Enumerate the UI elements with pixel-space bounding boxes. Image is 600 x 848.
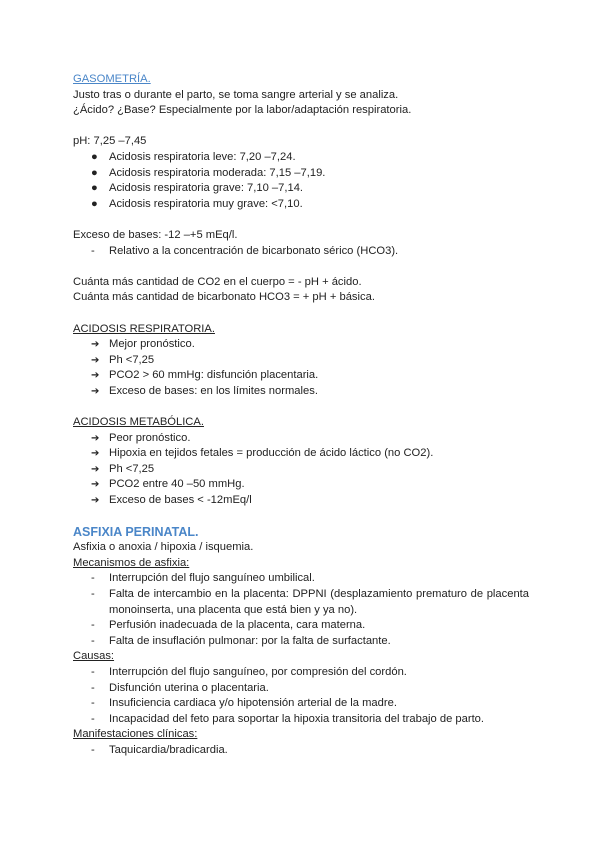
- list-item: ➔ Mejor pronóstico.: [73, 337, 529, 353]
- causas-label: Causas:: [73, 650, 115, 663]
- manifestaciones-list: [73, 743, 529, 759]
- list-item: ➔ Ph <7,25: [73, 462, 529, 478]
- list-item: - Interrupción del flujo sanguíneo umbilical.: [73, 571, 529, 587]
- list-item: ➔ Peor pronóstico.: [73, 431, 529, 447]
- dash-marker: -: [91, 244, 95, 257]
- list-item: - Insuficiencia cardiaca y/o hipotensión arterial de la madre.: [73, 696, 529, 712]
- acidosis-respiratoria-title: ACIDOSIS RESPIRATORIA.: [73, 322, 215, 335]
- gasometria-intro-2: ¿Ácido? ¿Base? Especialmente por la labor/adaptación respiratoria.: [73, 104, 412, 117]
- bullet-icon: ●: [91, 150, 98, 163]
- arrow-icon: ➔: [91, 354, 100, 366]
- list-item: - Interrupción del flujo sanguíneo, por compresión del cordón.: [73, 665, 529, 681]
- dash-marker: -: [91, 572, 95, 585]
- list-item: ● Acidosis respiratoria leve: 7,20 –7,24.: [73, 150, 529, 166]
- dash-marker: -: [91, 619, 95, 632]
- dash-marker: -: [91, 681, 95, 694]
- list-item: ➔ Hipoxia en tejidos fetales = producción de ácido láctico (no CO2).: [73, 446, 529, 462]
- asfixia-intro: Asfixia o anoxia / hipoxia / isquemia.: [73, 541, 254, 554]
- hco3-line: Cuánta más cantidad de bicarbonato HCO3 = + pH + básica.: [73, 291, 375, 304]
- ph-list: [73, 150, 529, 212]
- dash-marker: -: [91, 588, 95, 600]
- list-item: ➔ PCO2 entre 40 –50 mmHg.: [73, 477, 529, 493]
- acidosis-respiratoria-list: [73, 337, 529, 399]
- list-item: - Taquicardia/bradicardia.: [73, 743, 529, 759]
- arrow-icon: ➔: [91, 339, 100, 351]
- arrow-icon: ➔: [91, 495, 100, 507]
- mecanismos-label: Mecanismos de asfixia:: [73, 556, 190, 569]
- bullet-icon: ●: [91, 197, 98, 210]
- mecanismos-list: [73, 571, 529, 649]
- list-item: - Perfusión inadecuada de la placenta, cara materna.: [73, 618, 529, 634]
- gasometria-title-link[interactable]: GASOMETRÍA.: [73, 73, 151, 85]
- list-item: - Falta de insuflación pulmonar: por la falta de surfactante.: [73, 634, 529, 650]
- co2-line: Cuánta más cantidad de CO2 en el cuerpo = - pH + ácido.: [73, 275, 362, 288]
- asfixia-perinatal-heading: ASFIXIA PERINATAL.: [73, 525, 199, 540]
- list-item: ● Acidosis respiratoria moderada: 7,15 –7,19.: [73, 166, 529, 182]
- manifestaciones-label: Manifestaciones clínicas:: [73, 728, 198, 741]
- list-item: ➔ PCO2 > 60 mmHg: disfunción placentaria.: [73, 368, 529, 384]
- list-item: - Disfunción uterina o placentaria.: [73, 681, 529, 697]
- causas-list: [73, 665, 529, 727]
- arrow-icon: ➔: [91, 385, 100, 397]
- arrow-icon: ➔: [91, 463, 100, 475]
- list-item: ➔ Exceso de bases < -12mEq/l: [73, 493, 529, 509]
- document-content: [73, 72, 529, 759]
- exceso-bases-label: Exceso de bases: -12 –+5 mEq/l.: [73, 228, 238, 241]
- arrow-icon: ➔: [91, 370, 100, 382]
- list-item: ➔ Ph <7,25: [73, 353, 529, 369]
- bullet-icon: ●: [91, 182, 98, 195]
- dash-marker: -: [91, 712, 95, 725]
- dash-marker: -: [91, 634, 95, 647]
- acidosis-metabolica-list: [73, 431, 529, 509]
- arrow-icon: ➔: [91, 432, 100, 444]
- dash-marker: -: [91, 743, 95, 756]
- list-item: - Falta de intercambio en la placenta: DPPNI (desplazamiento prematuro de placenta monoinserta, una placenta que está bien y ya no).: [91, 588, 529, 616]
- ph-range-label: pH: 7,25 –7,45: [73, 135, 147, 148]
- list-item: ● Acidosis respiratoria muy grave: <7,10.: [73, 197, 529, 213]
- dash-marker: -: [91, 665, 95, 678]
- list-item: ➔ Exceso de bases: en los límites normales.: [73, 384, 529, 400]
- list-item: ● Acidosis respiratoria grave: 7,10 –7,14.: [73, 181, 529, 197]
- bullet-icon: ●: [91, 166, 98, 179]
- acidosis-metabolica-title: ACIDOSIS METABÓLICA.: [73, 416, 204, 429]
- gasometria-intro-1: Justo tras o durante el parto, se toma sangre arterial y se analiza.: [73, 88, 399, 101]
- list-item: - Relativo a la concentración de bicarbonato sérico (HCO3).: [73, 244, 529, 260]
- dash-marker: -: [91, 697, 95, 710]
- arrow-icon: ➔: [91, 448, 100, 460]
- arrow-icon: ➔: [91, 479, 100, 491]
- list-item: - Incapacidad del feto para soportar la hipoxia transitoria del trabajo de parto.: [73, 712, 529, 728]
